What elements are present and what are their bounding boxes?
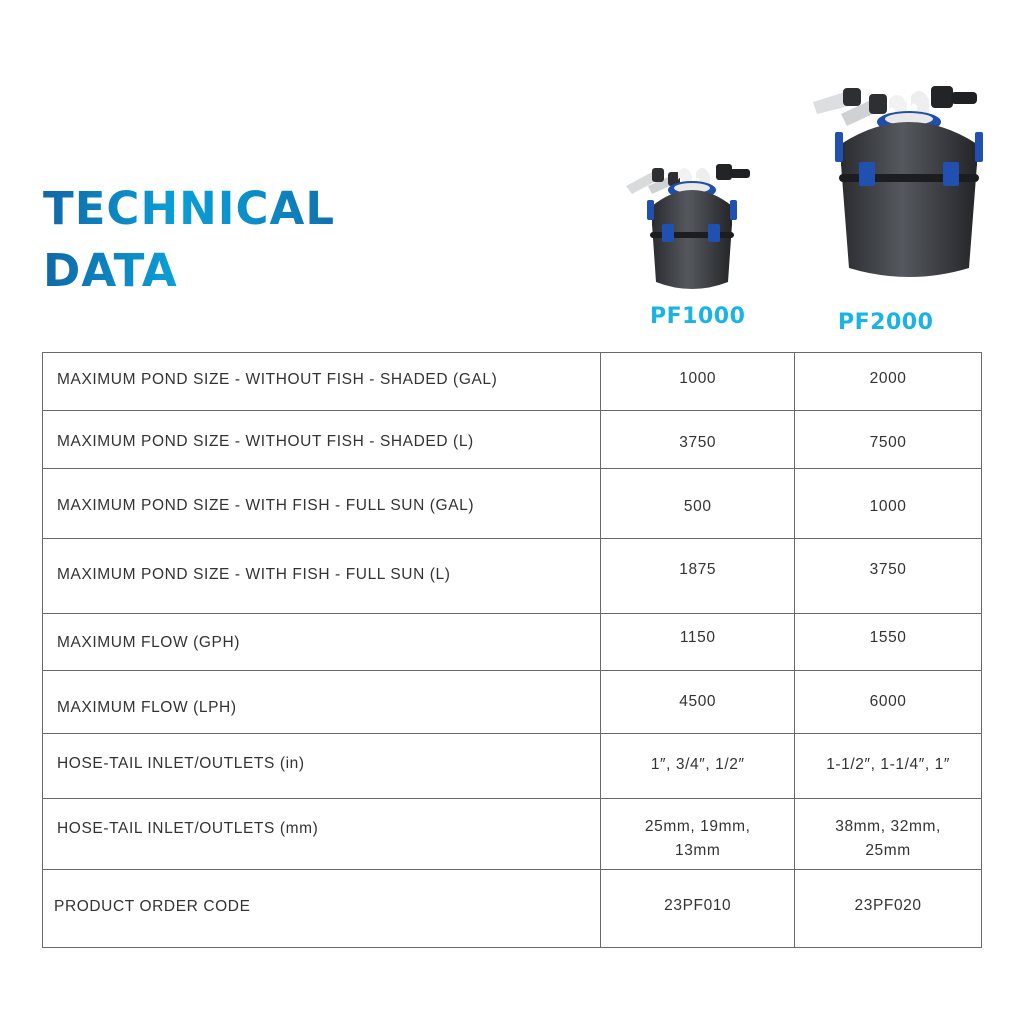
pf2000-value: 6000 xyxy=(795,671,982,734)
table-row xyxy=(43,799,982,870)
pf1000-value: 4500 xyxy=(601,671,795,734)
title-line-2: DATA xyxy=(43,244,178,297)
pf2000-value: 2000 xyxy=(795,353,982,411)
pf1000-value: 1150 xyxy=(601,614,795,671)
pf1000-value: 1″, 3/4″, 1/2″ xyxy=(601,734,795,799)
row-label: MAXIMUM FLOW (GPH) xyxy=(43,614,601,671)
page-title xyxy=(43,178,335,302)
pf1000-value: 23PF010 xyxy=(601,870,795,948)
table-row xyxy=(43,734,982,799)
table-row xyxy=(43,353,982,411)
pressure-filter-small-icon xyxy=(612,150,762,300)
pf2000-value: 23PF020 xyxy=(795,870,982,948)
product-label-pf1000: PF1000 xyxy=(650,304,746,329)
title-line-1: TECHNICAL xyxy=(43,182,336,235)
table-row xyxy=(43,469,982,539)
pf2000-value: 7500 xyxy=(795,411,982,469)
pf2000-value: 1000 xyxy=(795,469,982,539)
row-label: HOSE-TAIL INLET/OUTLETS (mm) xyxy=(43,799,601,870)
table-row xyxy=(43,539,982,614)
table-row xyxy=(43,671,982,734)
product-label-pf2000: PF2000 xyxy=(838,310,934,335)
table-row xyxy=(43,614,982,671)
pf1000-value: 3750 xyxy=(601,411,795,469)
pf2000-value: 38mm, 32mm, 25mm xyxy=(795,799,982,870)
table-row xyxy=(43,411,982,469)
row-label: PRODUCT ORDER CODE xyxy=(43,870,601,948)
row-label: MAXIMUM POND SIZE - WITH FISH - FULL SUN (L) xyxy=(43,539,601,614)
pf1000-value: 1000 xyxy=(601,353,795,411)
row-label: MAXIMUM POND SIZE - WITHOUT FISH - SHADED (L) xyxy=(43,411,601,469)
row-label: MAXIMUM POND SIZE - WITHOUT FISH - SHADED (GAL) xyxy=(43,353,601,411)
pf2000-value: 1-1/2″, 1-1/4″, 1″ xyxy=(795,734,982,799)
product-image-pf1000 xyxy=(612,150,762,300)
product-image-pf2000 xyxy=(805,82,990,282)
row-label: HOSE-TAIL INLET/OUTLETS (in) xyxy=(43,734,601,799)
pf2000-value: 3750 xyxy=(795,539,982,614)
spec-table xyxy=(42,352,982,948)
pressure-filter-large-icon xyxy=(805,82,990,282)
row-label: MAXIMUM POND SIZE - WITH FISH - FULL SUN (GAL) xyxy=(43,469,601,539)
table-row xyxy=(43,870,982,948)
pf1000-value: 25mm, 19mm, 13mm xyxy=(601,799,795,870)
pf1000-value: 1875 xyxy=(601,539,795,614)
pf2000-value: 1550 xyxy=(795,614,982,671)
row-label: MAXIMUM FLOW (LPH) xyxy=(43,671,601,734)
pf1000-value: 500 xyxy=(601,469,795,539)
